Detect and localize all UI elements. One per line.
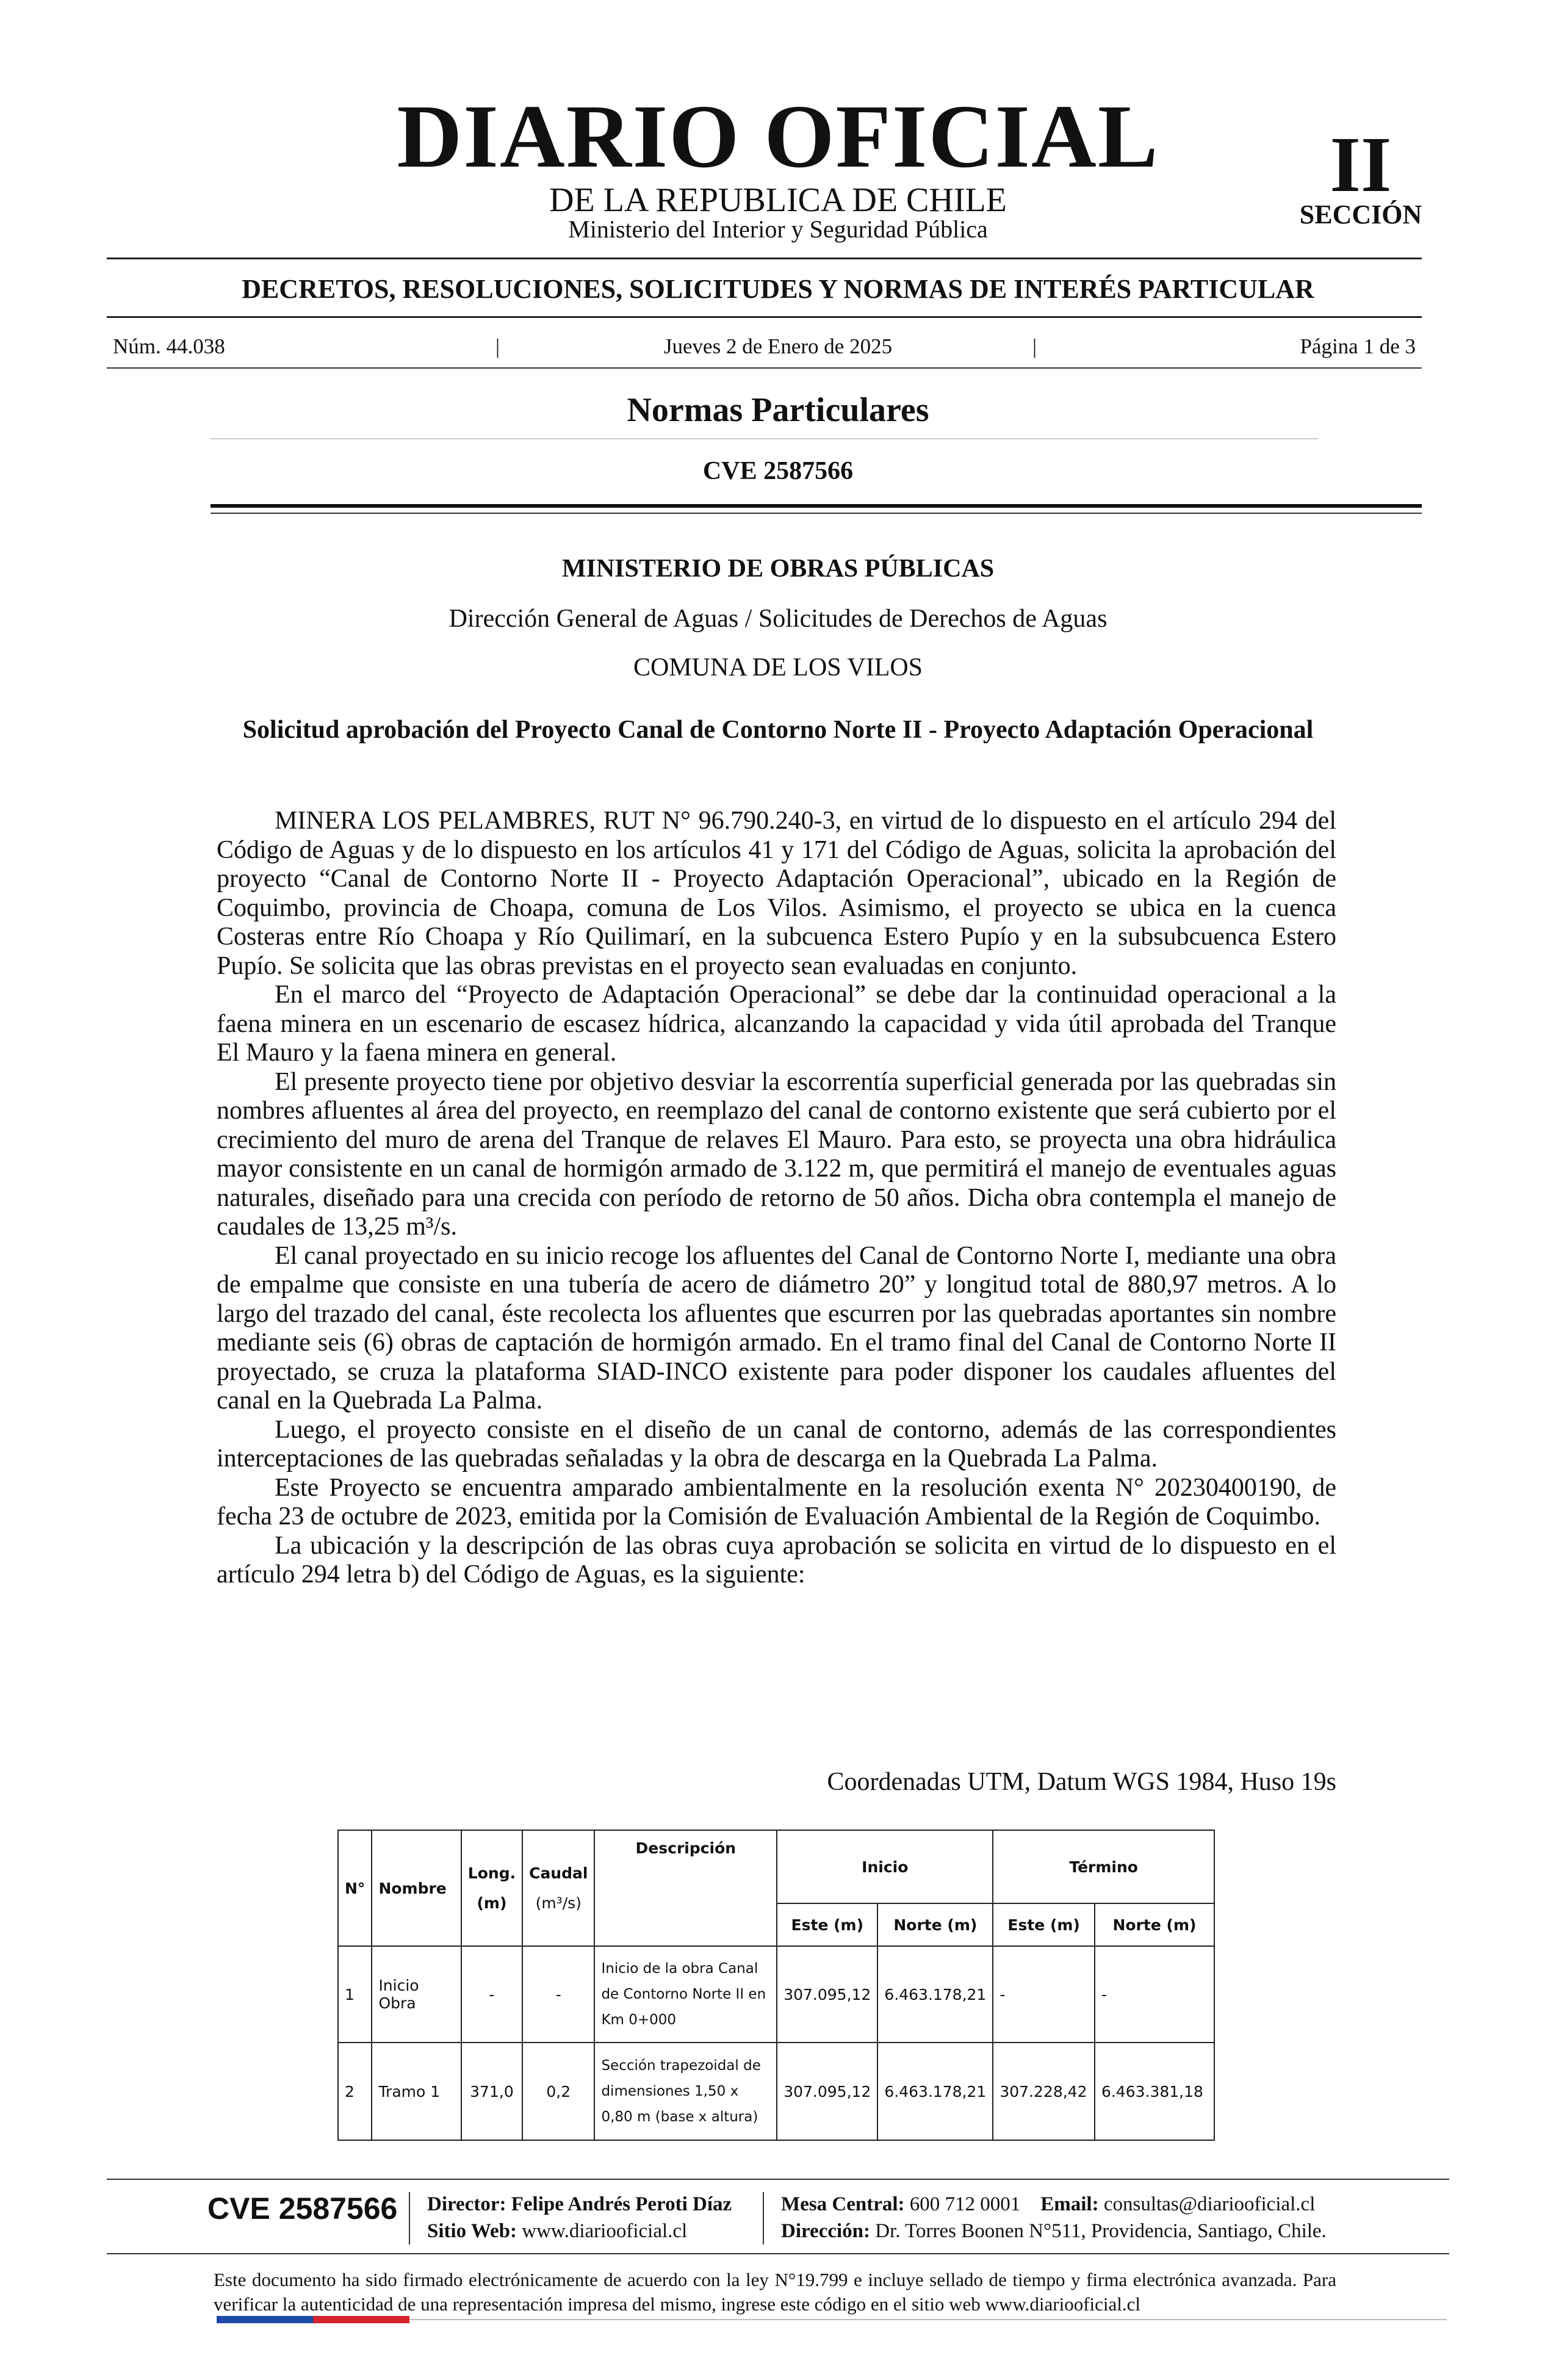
masthead-ministry: Ministerio del Interior y Seguridad Pública [568,215,988,243]
footer-email-link[interactable]: consultas@diariooficial.cl [1103,2193,1316,2215]
footer-contact-block [781,2191,1452,2245]
issue-number: Núm. 44.038 [113,334,225,358]
col-header-inicio-norte: Norte (m) [877,1903,993,1946]
footer-address: Dr. Torres Boonen N°511, Providencia, Santiago, Chile. [875,2220,1327,2242]
col-header-long-unit: (m) [477,1894,507,1912]
footer-divider-left [409,2192,410,2245]
coordinates-caption: Coordenadas UTM, Datum WGS 1984, Huso 19s [827,1768,1336,1796]
issue-separator-1: | [495,334,500,358]
cve-heavy-rule [211,504,1422,508]
footer-director-label: Director: [427,2193,506,2215]
document-body [217,807,1336,1590]
body-paragraph: Luego, el proyecto consiste en el diseño de un canal de contorno, además de las correspondientes interceptaciones de las quebradas señaladas y la obra de descarga en la Quebrada La Palma. [217,1415,1336,1473]
col-header-termino-este: Este (m) [993,1903,1095,1946]
col-header-termino: Término [993,1830,1214,1903]
cell-inicio-este: 307.095,12 [777,2043,877,2140]
document-comuna: COMUNA DE LOS VILOS [633,654,923,682]
cell-nombre: Inicio Obra [372,1946,461,2043]
header-band: DECRETOS, RESOLUCIONES, SOLICITUDES Y NORMAS DE INTERÉS PARTICULAR [242,274,1314,304]
cell-n: 2 [338,2043,372,2140]
coordinates-table [337,1830,1215,2141]
section-title: Normas Particulares [627,391,929,429]
col-header-termino-norte: Norte (m) [1095,1903,1214,1946]
footer-director-name: Felipe Andrés Peroti Díaz [511,2193,732,2215]
footer-address-label: Dirección: [781,2220,871,2242]
footer-web-link[interactable]: www.diariooficial.cl [522,2220,688,2242]
footer-contact-line [781,2191,1452,2218]
cell-termino-norte: - [1095,1946,1214,2043]
cell-long: 371,0 [461,2043,522,2140]
cell-termino-este: - [993,1946,1095,2043]
footer-director-line [427,2191,769,2218]
body-paragraph: El canal proyectado en su inicio recoge los afluentes del Canal de Contorno Norte I, mediante una obra de empalme que consiste en una tubería de acero de diámetro 20” y longitud total de 880,97 metros. A lo largo del trazado del canal, éste recolecta los afluentes que escurren por las quebradas aportantes sin nombre mediante seis (6) obras de captación de hormigón armado. En el tramo final del Canal de Contorno Norte II proyectado, se cruza la plataforma SIAD-INCO existente para poder disponer los caudales afluentes del canal en la Quebrada La Palma. [217,1241,1336,1415]
document-title: Solicitud aprobación del Proyecto Canal de Contorno Norte II - Proyecto Adaptación Operacional [242,716,1314,744]
col-header-inicio-este: Este (m) [777,1903,877,1946]
issue-date: Jueves 2 de Enero de 2025 [663,334,893,358]
issue-separator-2: | [1032,334,1037,358]
issue-page: Página 1 de 3 [1300,334,1416,358]
cell-long: - [461,1946,522,2043]
footer-address-line [781,2218,1452,2245]
section-number: II [1330,121,1392,209]
col-header-n: N° [338,1830,372,1946]
col-header-caudal-unit: (m³/s) [535,1894,582,1912]
cell-descripcion: Sección trapezoidal de dimensiones 1,50 x 0,80 m (base x altura) [594,2043,777,2140]
document-directorate: Dirección General de Aguas / Solicitudes de Derechos de Aguas [448,605,1108,633]
flag-bar-blue [217,2316,313,2323]
body-paragraph: El presente proyecto tiene por objetivo desviar la escorrentía superficial generada por las quebradas sin nombres afluentes al área del proyecto, en reemplazo del canal de contorno existente que será cubierto por el crecimiento del muro de arena del Tranque de relaves El Mauro. Para esto, se proyecta una obra hidráulica mayor consistente en un canal de hormigón armado de 3.122 m, que permitirá el manejo de eventuales aguas naturales, diseñado para una crecida con período de retorno de 50 años. Dicha obra contempla el manejo de caudales de 13,25 m³/s. [217,1067,1336,1241]
footer-web-line [427,2218,769,2245]
cell-caudal: 0,2 [522,2043,594,2140]
band-divider [107,316,1422,318]
body-paragraph: MINERA LOS PELAMBRES, RUT N° 96.790.240-3, en virtud de lo dispuesto en el artículo 294 del Código de Aguas y de lo dispuesto en los artículos 41 y 171 del Código de Aguas, solicita la aprobación del proyecto “Canal de Contorno Norte II - Proyecto Adaptación Operacional”, ubicado en la Región de Coquimbo, provincia de Choapa, comuna de Los Vilos. Asimismo, el proyecto se ubica en la cuenca Costeras entre Río Choapa y Río Quilimarí, en la subcuenca Estero Pupío y en la subsubcuenca Estero Pupío. Se solicita que las obras previstas en el proyecto sean evaluadas en conjunto. [217,807,1336,980]
footer-phone-label: Mesa Central: [781,2193,905,2215]
footer-phone: 600 712 0001 [909,2193,1021,2215]
flag-bar-line [409,2319,1447,2320]
document-ministry: MINISTERIO DE OBRAS PÚBLICAS [561,555,995,583]
col-header-inicio: Inicio [777,1830,993,1903]
cell-inicio-norte: 6.463.178,21 [877,1946,993,2043]
cell-inicio-este: 307.095,12 [777,1946,877,2043]
cell-termino-norte: 6.463.381,18 [1095,2043,1214,2140]
cell-nombre: Tramo 1 [372,2043,461,2140]
col-header-nombre: Nombre [372,1830,461,1946]
cve-code: CVE 2587566 [702,457,854,485]
col-header-caudal-label: Caudal [529,1864,588,1882]
body-paragraph: La ubicación y la descripción de las obras cuya aprobación se solicita en virtud de lo dispuesto en el artículo 294 letra b) del Código de Aguas, es la siguiente: [217,1531,1336,1588]
footer-divider-bottom [107,2253,1449,2254]
cell-caudal: - [522,1946,594,2043]
footer-divider [107,2179,1449,2180]
footer-director-block [427,2191,769,2245]
masthead-divider [107,258,1422,259]
footer-cve: CVE 2587566 [207,2191,398,2226]
body-paragraph: En el marco del “Proyecto de Adaptación Operacional” se debe dar la continuidad operacional a la faena minera en un escenario de escasez hídrica, alcanzando la capacidad y vida útil aprobada del Tranque El Mauro y la faena minera en general. [217,981,1336,1067]
flag-bar-red [313,2316,409,2323]
footer-divider-right [763,2192,764,2245]
cell-termino-este: 307.228,42 [993,2043,1095,2140]
cell-inicio-norte: 6.463.178,21 [877,2043,993,2140]
footer-legal-notice: Este documento ha sido firmado electrónicamente de acuerdo con la ley N°19.799 e incluye sellado de tiempo y firma electrónica avanzada. Para verificar la autenticidad de una representación impresa del mismo, ingrese este código en el sitio web www.diariooficial.cl [214,2269,1336,2315]
masthead-title: DIARIO OFICIAL [397,87,1159,187]
cell-n: 1 [338,1946,372,2043]
section-title-underline [211,438,1318,439]
col-header-descripcion: Descripción [594,1830,777,1946]
section-label: SECCIÓN [1299,200,1422,229]
cell-descripcion: Inicio de la obra Canal de Contorno Norte II en Km 0+000 [594,1946,777,2043]
col-header-caudal [522,1830,594,1946]
issue-divider [107,367,1422,369]
col-header-long-label: Long. [467,1864,516,1882]
table-row [338,1946,1214,2043]
col-header-long [461,1830,522,1946]
cve-thin-rule [211,513,1422,514]
table-row [338,2043,1214,2140]
footer-web-label: Sitio Web: [427,2220,517,2242]
masthead-subtitle: DE LA REPUBLICA DE CHILE [549,181,1007,219]
footer-email-label: Email: [1040,2193,1099,2215]
body-paragraph: Este Proyecto se encuentra amparado ambientalmente en la resolución exenta N° 20230400190, de fecha 23 de octubre de 2023, emitida por la Comisión de Evaluación Ambiental de la Región de Coquimbo. [217,1473,1336,1531]
